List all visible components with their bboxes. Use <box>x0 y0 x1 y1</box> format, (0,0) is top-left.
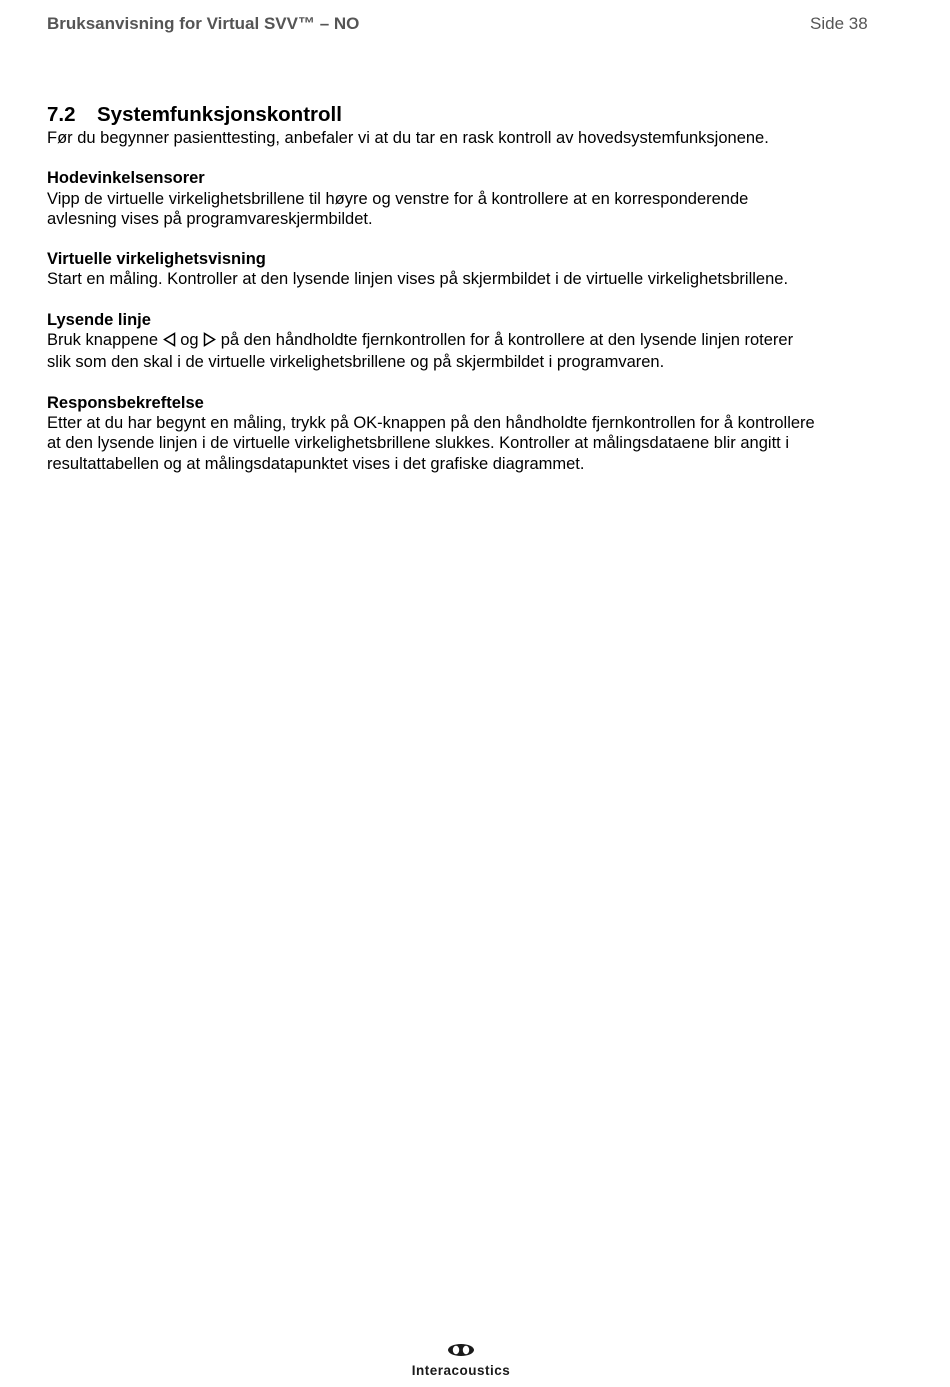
section-intro: Før du begynner pasienttesting, anbefaler vi at du tar en rask kontroll av hovedsystemfunksjonene. <box>47 129 769 147</box>
paragraph-line: Start en måling. Kontroller at den lysende linjen vises på skjermbildet i de virtuelle virkelighetsbrillene. <box>47 270 789 289</box>
paragraph-line: slik som den skal i de virtuelle virkelighetsbrillene og på skjermbildet i programvaren. <box>47 353 665 372</box>
block-response-confirmation <box>47 393 887 474</box>
section-title: Systemfunksjonskontroll <box>97 103 342 126</box>
page-content <box>47 102 887 474</box>
sub-heading: Lysende linje <box>47 310 151 329</box>
block-luminous-line <box>47 310 887 373</box>
section-heading <box>47 102 887 128</box>
section-number: 7.2 <box>47 103 76 126</box>
paragraph-line: Etter at du har begynt en måling, trykk på OK-knappen på den håndholdte fjernkontrollen for å kontrollere <box>47 413 815 432</box>
block-vr-display <box>47 249 887 290</box>
text-segment: og <box>180 331 199 350</box>
paragraph-line: resultattabellen og at målingsdatapunktet vises i det grafiske diagrammet. <box>47 454 585 473</box>
text-segment: Bruk knappene <box>47 331 158 350</box>
paragraph-line <box>47 330 887 352</box>
sub-heading: Virtuelle virkelighetsvisning <box>47 250 266 269</box>
interacoustics-logo <box>396 1343 526 1378</box>
sub-heading: Responsbekreftelse <box>47 393 204 412</box>
triangle-right-icon <box>203 332 216 352</box>
text-segment: på den håndholdte fjernkontrollen for å kontrollere at den lysende linjen roterer <box>220 331 794 350</box>
sub-heading: Hodevinkelsensorer <box>47 169 205 188</box>
logo-text: Interacoustics <box>411 1363 511 1378</box>
page-number: Side 38 <box>810 14 868 33</box>
logo-mark-icon <box>446 1343 476 1357</box>
paragraph-line: avlesning vises på programvareskjermbildet. <box>47 209 373 228</box>
paragraph-line: at den lysende linjen i de virtuelle virkelighetsbrillene slukkes. Kontroller at målingsdataene blir angitt i <box>47 434 789 453</box>
paragraph-line: Vipp de virtuelle virkelighetsbrillene til høyre og venstre for å kontrollere at en korresponderende <box>47 189 749 208</box>
triangle-left-icon <box>163 332 176 352</box>
block-head-sensors <box>47 168 887 229</box>
header-title: Bruksanvisning for Virtual SVV™ – NO <box>47 14 360 33</box>
